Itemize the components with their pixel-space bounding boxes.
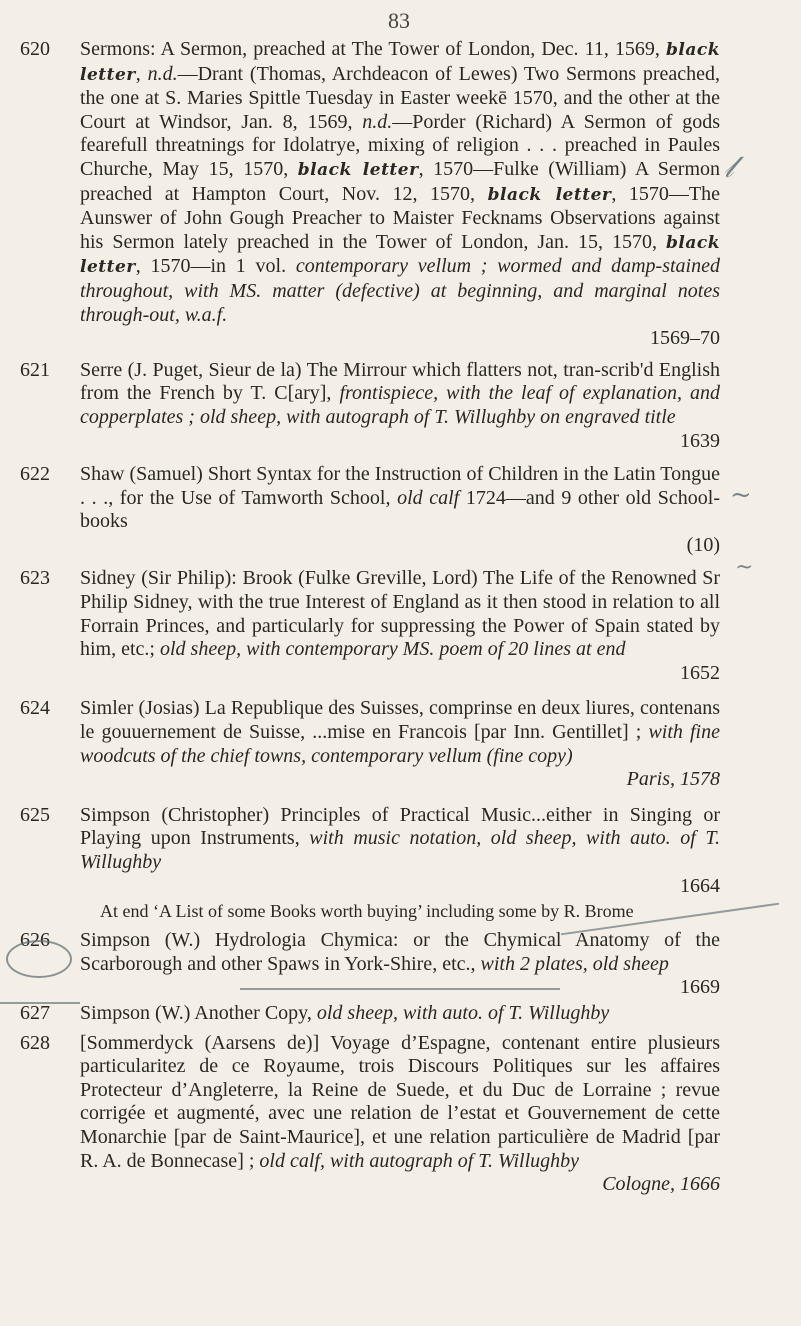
entry-text: [Sommerdyck (Aarsens de)] Voyage d’Espagne, contenant entire plusieurs particularitez de ce Royaume, trois Discours Politiques sur les affaires Protecteur d’Angleterre, la Reine de Suede, et du Duc de Lorraine ; revue corrigée et augmenté, avec une relation de l’estat et Gouvernement de cette Monarchie [par de Saint-Maurice], et une relation particulière de Madrid [par R. A. de Bonnecase] ; xyxy=(80,1031,720,1172)
catalogue-entry xyxy=(20,359,720,453)
entry-text: , 1570—Fulke (William) A Sermon preached at Hampton Court, Nov. 12, 1570, xyxy=(80,157,720,205)
entry-text: Simpson (Christopher) Principles of Practical Music...either in Singing or Playing upon Instruments, xyxy=(80,803,720,850)
entry-description xyxy=(80,929,720,976)
italic-text: n.d. xyxy=(362,110,393,133)
lot-number: 622 xyxy=(20,463,50,486)
catalogue-entry xyxy=(20,567,720,685)
black-letter-text: black letter xyxy=(80,232,720,278)
catalogue-entry xyxy=(20,697,720,791)
entry-date: 1664 xyxy=(680,874,720,897)
catalogue-entry xyxy=(20,1032,720,1197)
lot-number: 625 xyxy=(20,803,50,826)
handwritten-mark: ~ xyxy=(735,555,754,580)
entry-text: Simpson (W.) Hydrologia Chymica: or the Chymical Anatomy of the Scarborough and other Spaws in York-Shire, etc., xyxy=(80,929,720,975)
catalogue-entries xyxy=(20,30,720,1197)
lot-number: 626 xyxy=(20,929,50,952)
entry-text: , 1570—The Aunswer of John Gough Preacher to Maister Fecknams Observations against his Sermon lately preached in the Tower of London, Jan. 15, 1570, xyxy=(80,182,720,253)
lot-number: 624 xyxy=(20,697,50,720)
italic-text: n.d. xyxy=(147,62,178,85)
entry-date: 1669 xyxy=(680,976,720,999)
italic-text: frontispiece, with the leaf of explanation, and copperplates ; old sheep, with autograph of T. Willughby on engraved title xyxy=(80,382,720,428)
entry-text: 1724—and 9 other old School-books xyxy=(80,486,720,533)
entry-description xyxy=(80,1032,720,1174)
entry-date: (10) xyxy=(686,533,720,556)
entry-text: , 1570—in 1 vol. xyxy=(135,255,296,278)
italic-text: with music notation, old sheep, with auto. of T. Willughby xyxy=(80,827,720,873)
entry-text: Simpson (W.) Another Copy, xyxy=(80,1001,317,1024)
entry-date: 1639 xyxy=(680,429,720,452)
handwritten-mark: 𝓁 xyxy=(724,150,734,185)
entry-text: —Drant (Thomas, Archdeacon of Lewes) Two Sermons preached, the one at S. Maries Spittle Tuesday in Easter weekē 1570, and the other at the Court at Windsor, Jan. 8, 1569, xyxy=(80,62,720,133)
black-letter-text: black letter xyxy=(487,184,612,205)
entry-text: Simler (Josias) La Republique des Suisses, comprinse en deux liures, contenans le gouuernement de Suisse, ...mise en Francois [par Inn. Gentillet] ; xyxy=(80,697,720,744)
entry-text: Sidney (Sir Philip): Brook (Fulke Greville, Lord) The Life of the Renowned Sr Philip Sidney, with the true Interest of England as it then stood in relation to all Forrain Princes, and particularly for suppressing the Power of Spain stated by him, etc.; xyxy=(80,567,720,661)
italic-text: old sheep, with auto. of T. Willughby xyxy=(316,1001,610,1024)
catalogue-entry xyxy=(20,804,720,898)
catalogue-entry xyxy=(20,463,720,557)
italic-text: old calf xyxy=(397,486,460,509)
italic-text: old sheep, with contemporary MS. poem of 20 lines at end xyxy=(159,638,626,661)
entry-text: , xyxy=(135,62,148,85)
italic-text: contemporary vellum ; wormed and damp-stained throughout, with MS. matter (defective) at beginning, and marginal notes through-out, w.a.f. xyxy=(80,255,720,326)
entry-text: Sermons: A Sermon, preached at The Tower of London, Dec. 11, 1569, xyxy=(80,38,666,60)
lot-number: 627 xyxy=(20,1001,50,1024)
black-letter-text: black letter xyxy=(80,40,720,85)
pencil-circle xyxy=(6,940,72,978)
entry-description xyxy=(80,463,720,534)
italic-text: with 2 plates, old sheep xyxy=(480,952,669,975)
entry-date: Paris, 1578 xyxy=(626,768,720,791)
entry-description xyxy=(80,697,720,768)
entry-date: 1652 xyxy=(680,661,720,684)
entry-description xyxy=(80,359,720,430)
entry-note: At end ‘A List of some Books worth buying’ including some by R. Brome xyxy=(100,901,634,922)
lot-number: 621 xyxy=(20,358,50,381)
lot-number: 623 xyxy=(20,567,50,590)
entry-text: —Porder (Richard) A Sermon of gods fearefull threatnings for Idolatrye, mixing of religion . . . preached in Paules Churche, May 15, 1570, xyxy=(80,110,720,180)
entry-text: Serre (J. Puget, Sieur de la) The Mirrour which flatters not, tran-scrib'd English from the French by T. C[ary], xyxy=(80,358,720,405)
entry-description xyxy=(80,804,720,875)
entry-description xyxy=(80,38,720,327)
page-number: 83 xyxy=(388,8,410,33)
entry-description xyxy=(80,567,720,661)
catalogue-entry xyxy=(20,38,720,351)
entry-text: Shaw (Samuel) Short Syntax for the Instruction of Children in the Latin Tongue . . ., for the Use of Tamworth School, xyxy=(80,463,720,509)
catalogue-entry xyxy=(20,1002,720,1026)
italic-text: old calf, with autograph of T. Willughby xyxy=(259,1149,580,1172)
lot-number: 628 xyxy=(20,1031,50,1054)
entry-date: 1569–70 xyxy=(650,327,720,350)
entry-description xyxy=(80,1002,720,1026)
pencil-stroke xyxy=(0,1002,80,1004)
italic-text: with fine woodcuts of the chief towns, contemporary vellum (fine copy) xyxy=(80,721,720,767)
handwritten-mark: ~ xyxy=(730,480,752,510)
entry-date: Cologne, 1666 xyxy=(602,1173,720,1196)
pencil-stroke xyxy=(240,988,560,990)
lot-number: 620 xyxy=(20,38,50,60)
black-letter-text: black letter xyxy=(297,159,419,180)
